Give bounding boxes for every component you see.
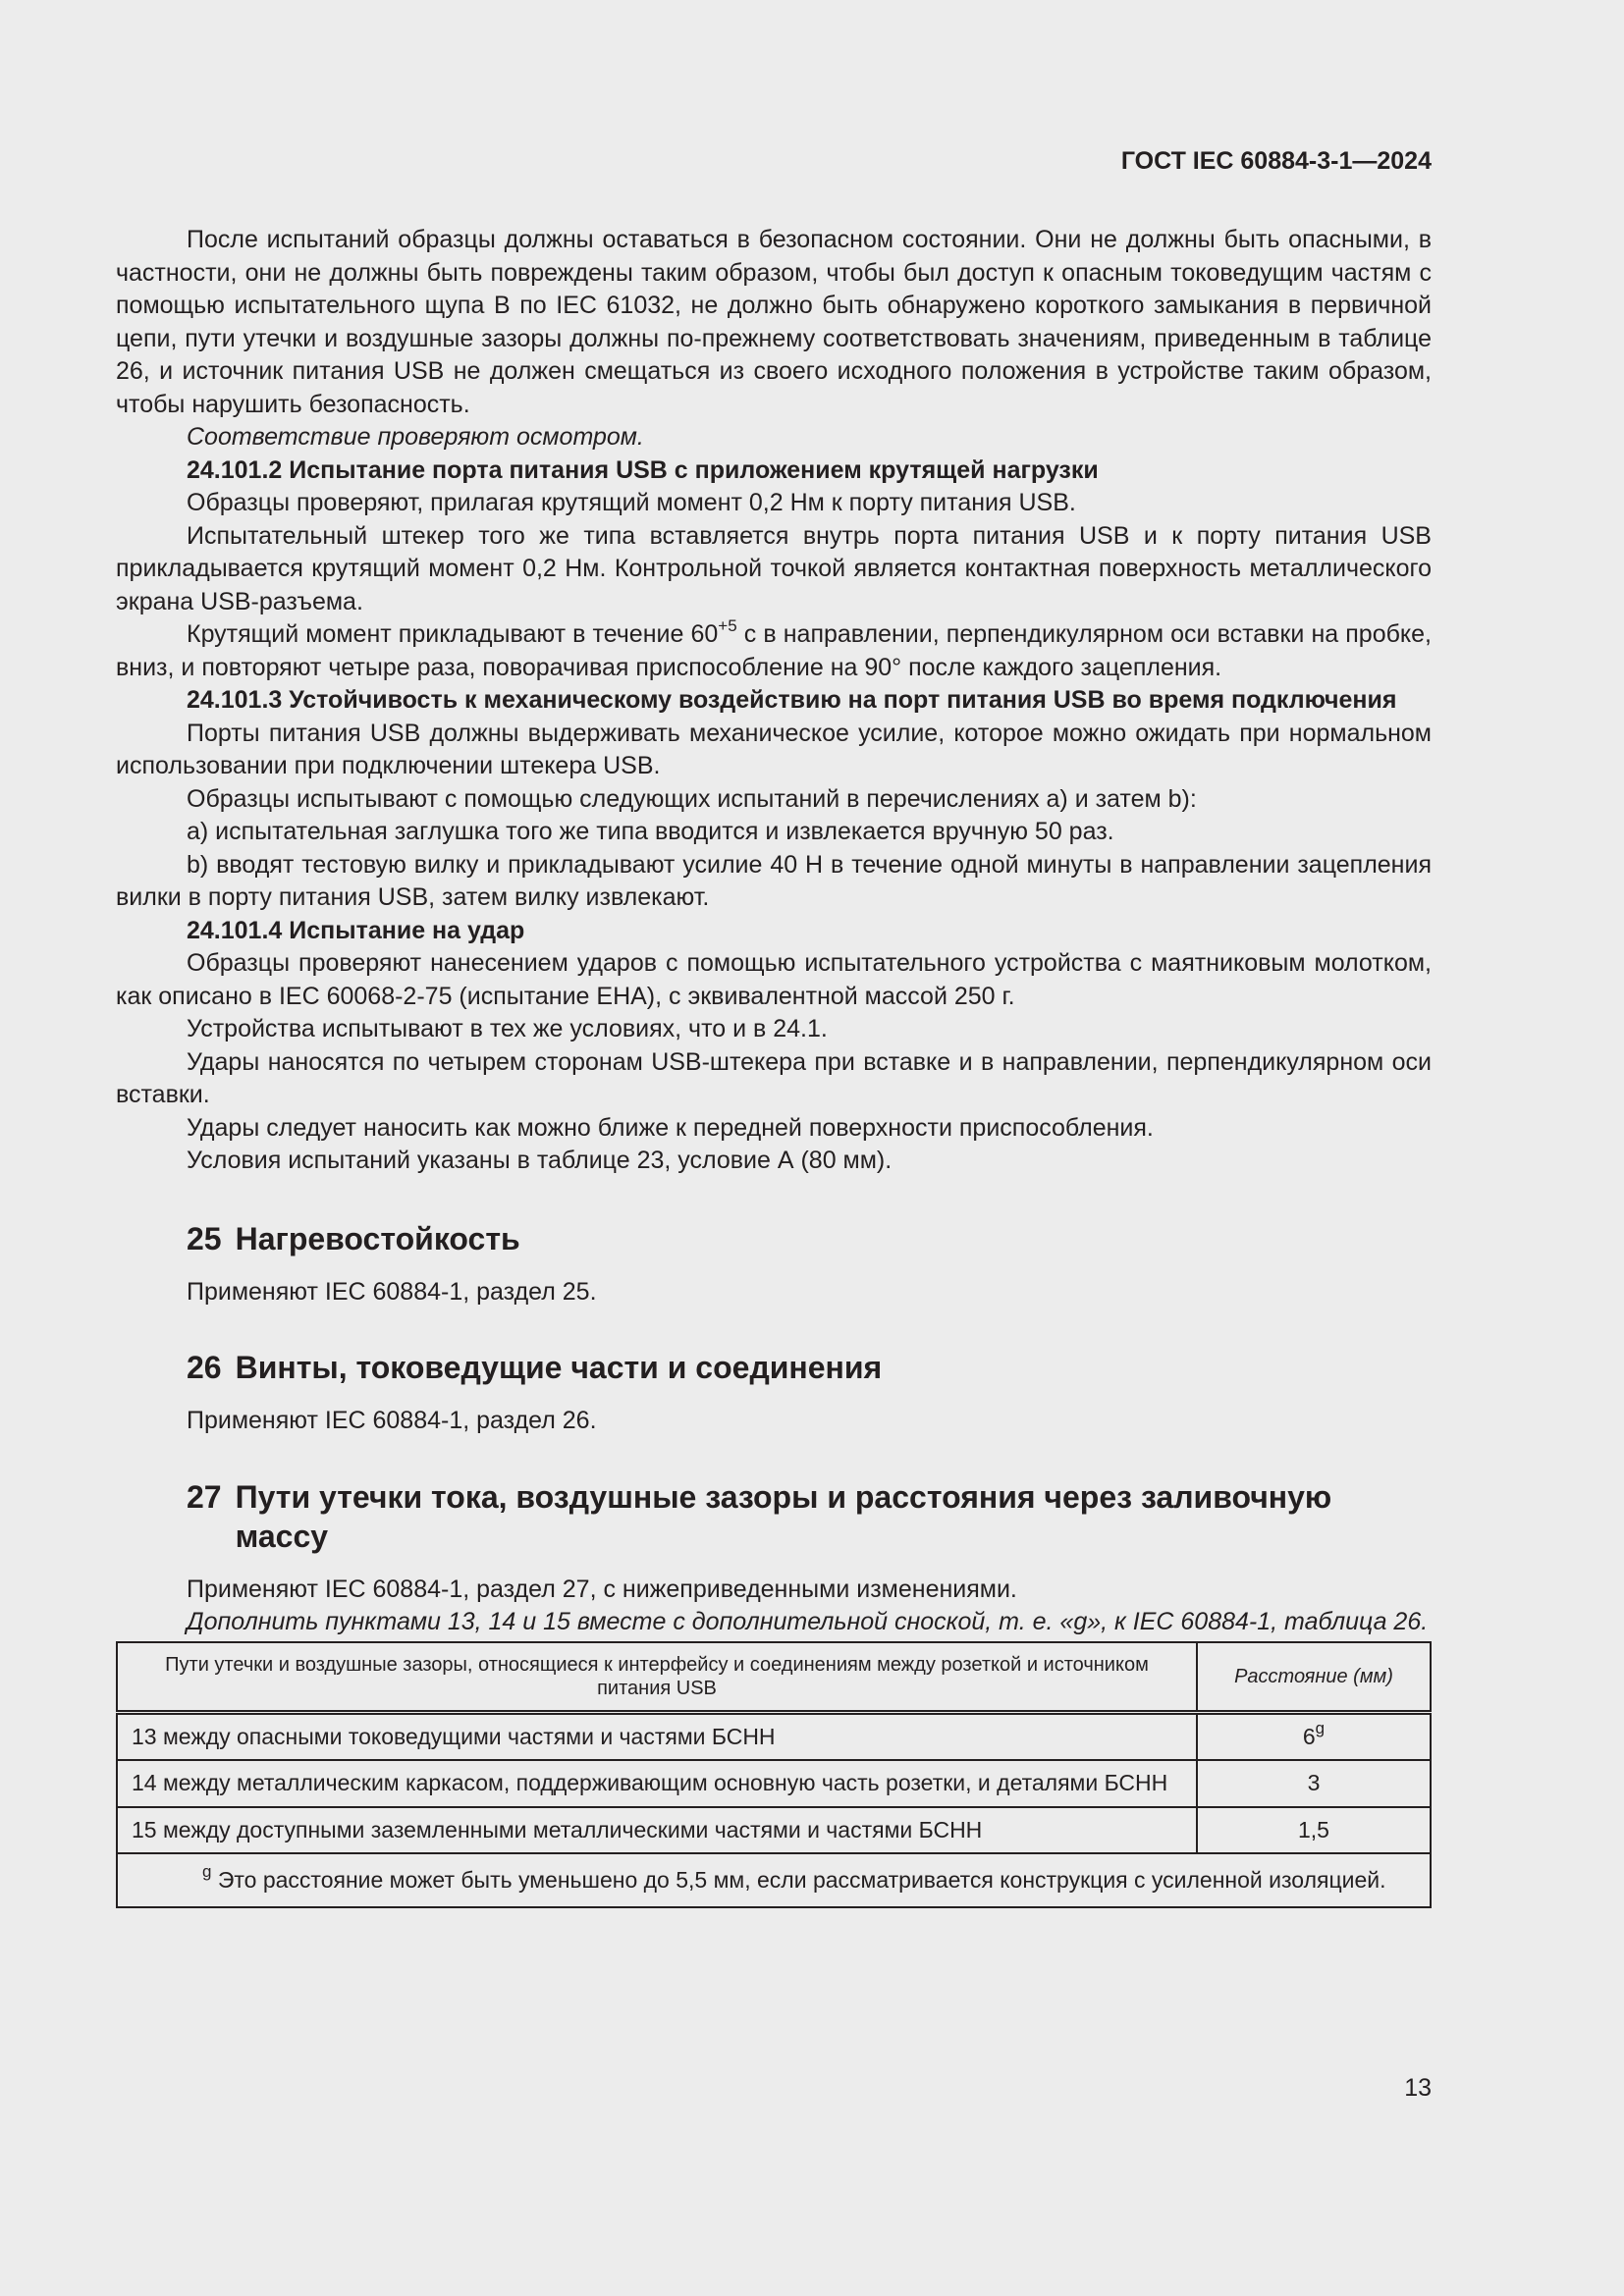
section-text: Применяют IEC 60884-1, раздел 27, с нижеприведенными изменениями. [187, 1575, 1017, 1603]
tolerance-superscript: +5 [718, 616, 737, 635]
section-number: 26 [187, 1350, 222, 1385]
clause-heading: 24.101.4 Испытание на удар [187, 916, 525, 944]
paragraph-text: с в направлении, перпендикулярном оси вставки на пробке, вниз, и повторяют четыре раза, поворачивая приспособление на 90° после каждого зацепления. [116, 620, 1432, 681]
compliance-note: Соответствие проверяют осмотром. [187, 423, 644, 451]
section-title: Пути утечки тока, воздушные зазоры и расстояния через заливочную массу [235, 1478, 1332, 1554]
paragraph [116, 618, 1432, 684]
table-cell-description: 15 между доступными заземленными металлическими частями и частями БСНН [117, 1807, 1197, 1854]
section-text: Применяют IEC 60884-1, раздел 25. [187, 1277, 597, 1306]
table-footnote-row [117, 1853, 1431, 1907]
table-cell-description: 13 между опасными токоведущими частями и частями БСНН [117, 1712, 1197, 1760]
paragraph: Условия испытаний указаны в таблице 23, условие А (80 мм). [187, 1147, 893, 1174]
paragraph: Порты питания USB должны выдерживать механическое усилие, которое можно ожидать при нормальном использовании при подключении штекера USB. [116, 719, 1432, 779]
table-header-description: Пути утечки и воздушные зазоры, относящиеся к интерфейсу и соединениям между розеткой и источником питания USB [117, 1642, 1197, 1713]
table-header-distance: Расстояние (мм) [1197, 1642, 1431, 1713]
paragraph: Образцы проверяют, прилагая крутящий момент 0,2 Нм к порту питания USB. [187, 489, 1076, 516]
paragraph: Устройства испытывают в тех же условиях, что и в 24.1. [187, 1015, 828, 1042]
section-number: 25 [187, 1220, 222, 1256]
section-title: Нагревостойкость [235, 1220, 520, 1256]
section-heading-27 [116, 1477, 1432, 1556]
page-body [116, 224, 1432, 1908]
section-number: 27 [187, 1478, 222, 1515]
table-row [117, 1807, 1431, 1854]
paragraph: После испытаний образцы должны оставаться в безопасном состоянии. Они не должны быть опасными, в частности, они не должны быть повреждены таким образом, чтобы был доступ к опасным токоведущим частям с помощью испытательного щупа В по IEC 61032, не должно быть обнаружено короткого замыкания в первичной цепи, пути утечки и воздушные зазоры должны по-прежнему соответствовать значениям, приведенным в таблице 26, и источник питания USB не должен смещаться из своего исходного положения в устройстве таким образом, чтобы нарушить безопасность. [116, 226, 1432, 418]
footnote-text: Это расстояние может быть уменьшено до 5,5 мм, если рассматривается конструкция с усиленной изоляцией. [211, 1867, 1386, 1893]
paragraph: Испытательный штекер того же типа вставляется внутрь порта питания USB и к порту питания USB прикладывается крутящий момент 0,2 Нм. Контрольной точкой является контактная поверхность металлического экрана USB-разъема. [116, 521, 1432, 615]
paragraph: Удары следует наносить как можно ближе к передней поверхности приспособления. [187, 1113, 1154, 1142]
table-cell-value [1197, 1712, 1431, 1760]
paragraph: Образцы испытывают с помощью следующих испытаний в перечислениях а) и затем b): [187, 784, 1197, 813]
footnote-ref: g [1315, 1718, 1326, 1737]
list-item: b) вводят тестовую вилку и прикладывают усилие 40 Н в течение одной минуты в направлении зацепления вилки в порту питания USB, затем вилку извлекают. [116, 850, 1432, 911]
clearance-table [116, 1641, 1432, 1909]
list-item: а) испытательная заглушка того же типа вводится и извлекается вручную 50 раз. [187, 818, 1114, 845]
table-row [117, 1760, 1431, 1807]
table-row [117, 1712, 1431, 1760]
amendment-note: Дополнить пунктами 13, 14 и 15 вместе с дополнительной сноской, т. е. «g», к IEC 60884-1, таблица 26. [187, 1608, 1429, 1635]
page-number: 13 [1404, 2074, 1432, 2102]
table-cell-value: 1,5 [1197, 1807, 1431, 1854]
paragraph-text: Крутящий момент прикладывают в течение 60 [187, 620, 719, 648]
table-cell-description: 14 между металлическим каркасом, поддерживающим основную часть розетки, и деталями БСНН [117, 1760, 1197, 1807]
clause-heading: 24.101.3 Устойчивость к механическому воздействию на порт питания USB во время подключения [187, 686, 1397, 714]
clause-heading: 24.101.2 Испытание порта питания USB с приложением крутящей нагрузки [187, 455, 1099, 484]
paragraph: Образцы проверяют нанесением ударов с помощью испытательного устройства с маятниковым молотком, как описано в IEC 60068-2-75 (испытание ЕНА), с эквивалентной массой 250 г. [116, 949, 1432, 1010]
section-title: Винты, токоведущие части и соединения [235, 1350, 883, 1385]
table-footnote [117, 1853, 1431, 1907]
paragraph: Удары наносятся по четырем сторонам USB-штекера при вставке и в направлении, перпендикулярном оси вставки. [116, 1047, 1432, 1108]
document-code: ГОСТ IEC 60884-3-1—2024 [1120, 147, 1432, 175]
footnote-mark: g [202, 1862, 212, 1881]
distance-value: 6 [1302, 1723, 1316, 1749]
table-header-row [117, 1642, 1431, 1713]
table-cell-value: 3 [1197, 1760, 1431, 1807]
section-heading-26 [116, 1348, 1432, 1387]
section-heading-25 [116, 1219, 1432, 1258]
section-text: Применяют IEC 60884-1, раздел 26. [187, 1407, 597, 1434]
